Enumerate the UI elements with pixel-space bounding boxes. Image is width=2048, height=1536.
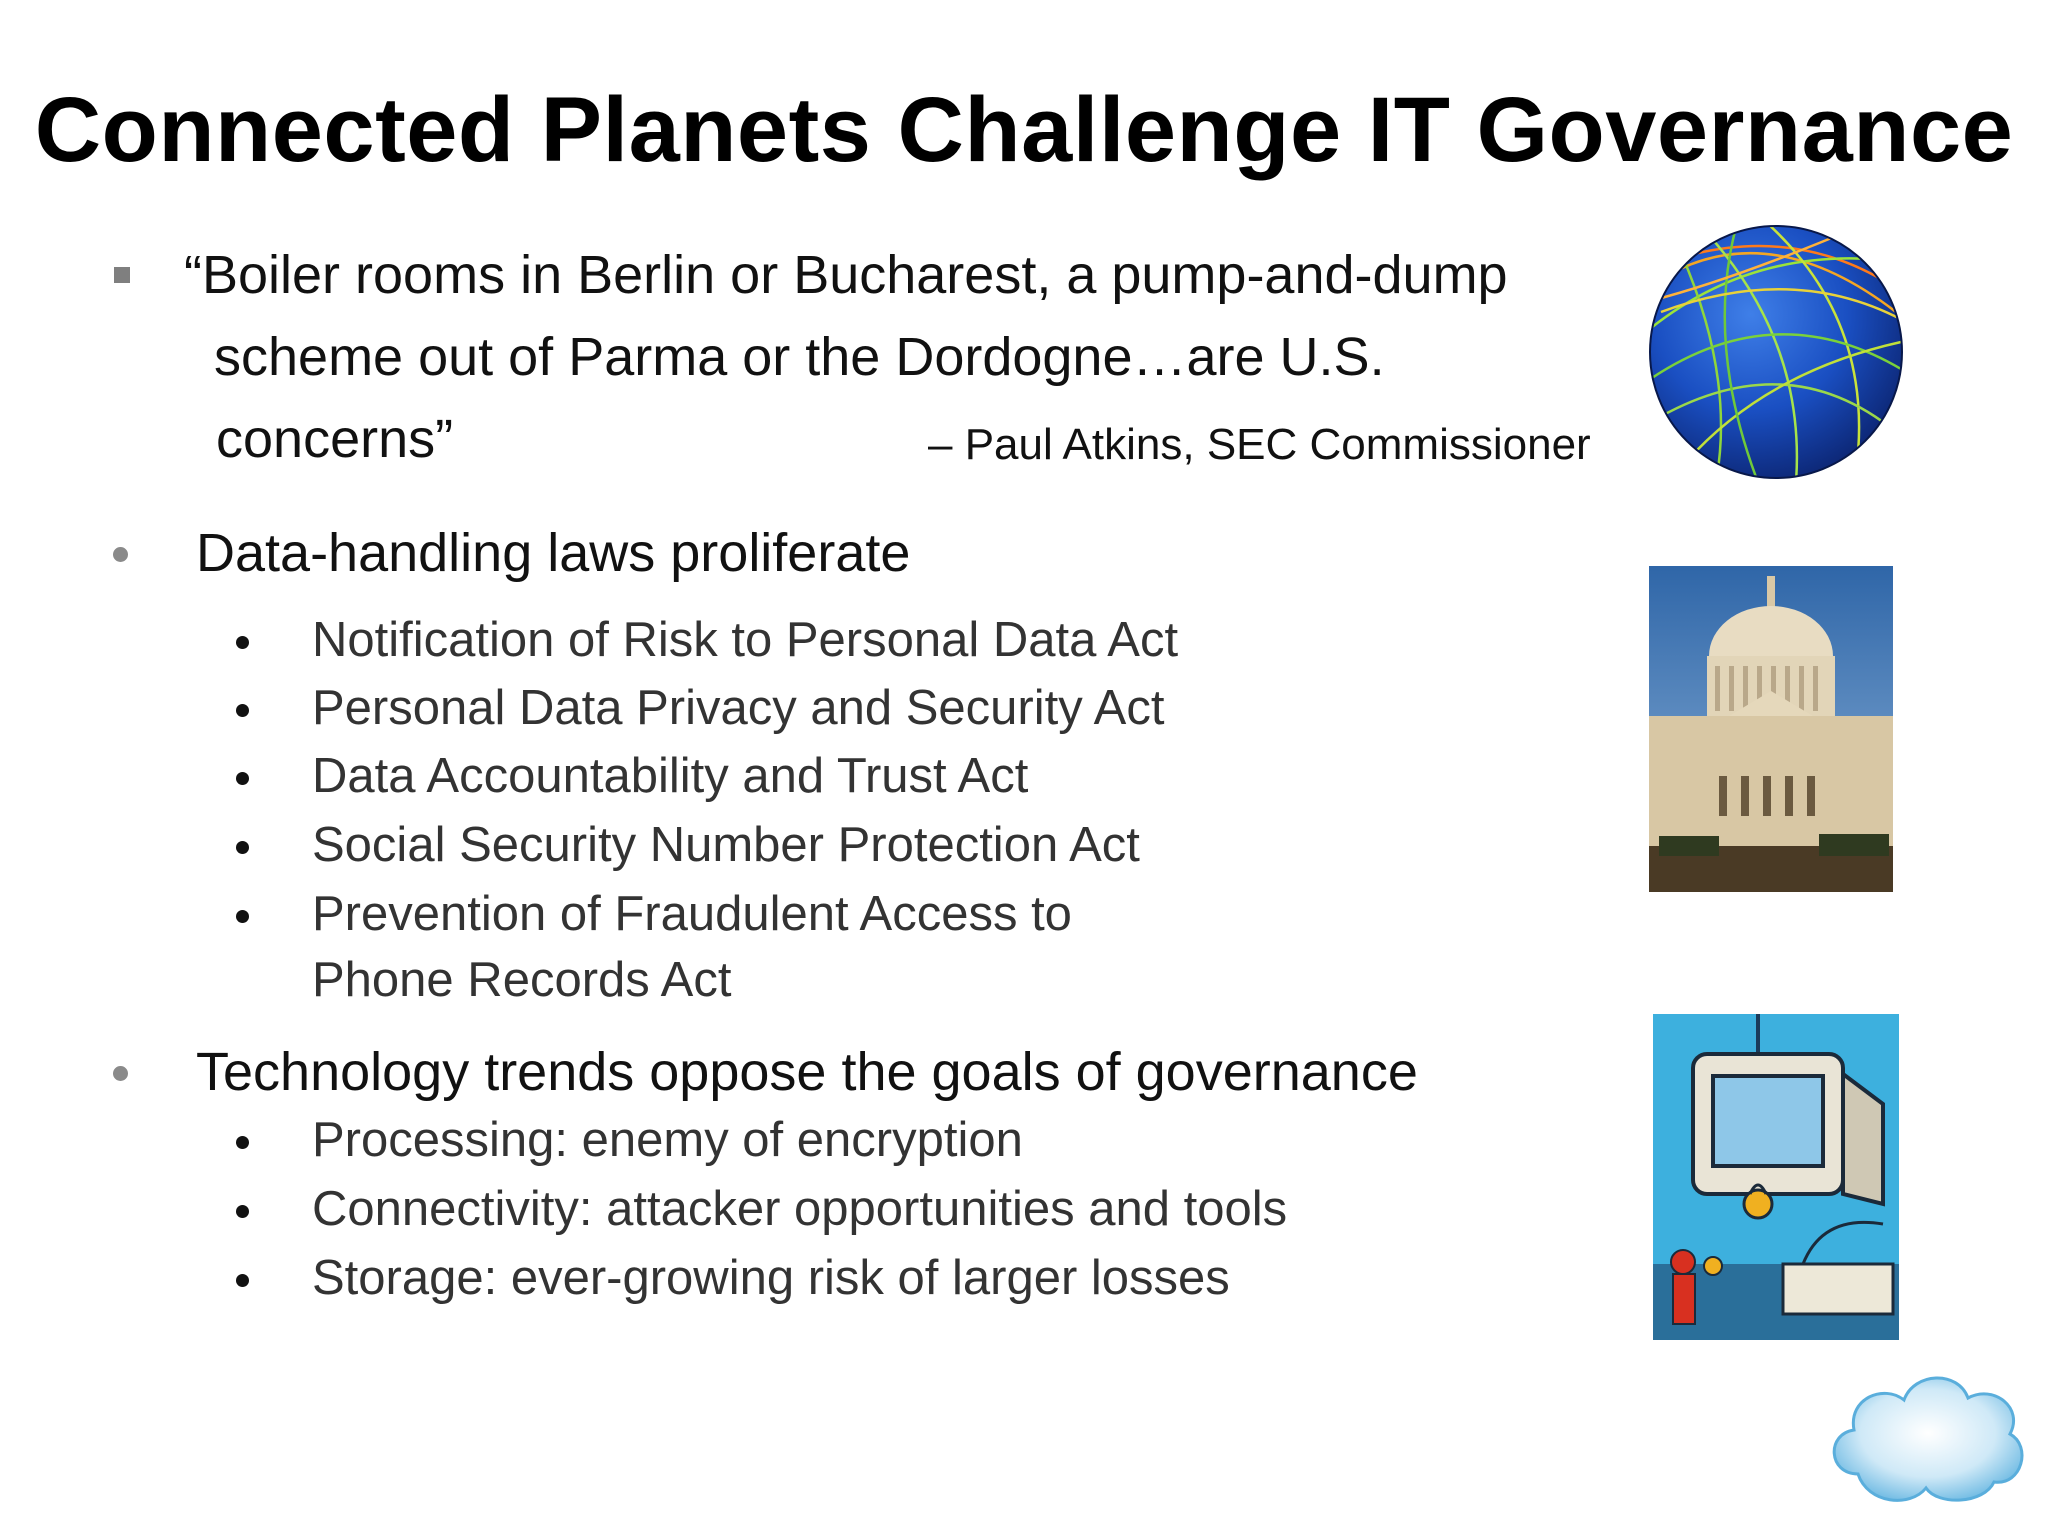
list-item: Processing: enemy of encryption <box>312 1113 1023 1167</box>
globe-network-icon <box>1646 222 1906 482</box>
list-item: Storage: ever-growing risk of larger losses <box>312 1251 1230 1305</box>
bullet-dot-icon <box>236 772 249 785</box>
bullet-dot-icon <box>236 1274 249 1287</box>
bullet-dot-icon <box>113 1066 128 1081</box>
list-item: Data Accountability and Trust Act <box>312 749 1029 803</box>
list-item: Prevention of Fraudulent Access to <box>312 887 1072 941</box>
bullet-dot-icon <box>236 910 249 923</box>
bullet-dot-icon <box>113 547 128 562</box>
slide-title: Connected Planets Challenge IT Governance <box>34 79 2014 181</box>
bullet-dot-icon <box>236 704 249 717</box>
locked-computer-illustration <box>1653 1014 1899 1340</box>
list-item: Personal Data Privacy and Security Act <box>312 681 1165 735</box>
bullet-dot-icon <box>236 636 249 649</box>
bullet-dot-icon <box>236 1136 249 1149</box>
bullet-dot-icon <box>236 1205 249 1218</box>
section-heading-technology: Technology trends oppose the goals of governance <box>196 1042 1418 1102</box>
quote-line-1: “Boiler rooms in Berlin or Bucharest, a pump-and-dump <box>184 245 1508 305</box>
list-item: Social Security Number Protection Act <box>312 818 1140 872</box>
list-item: Connectivity: attacker opportunities and tools <box>312 1182 1288 1236</box>
square-bullet-icon <box>114 267 130 283</box>
capitol-building-photo <box>1649 566 1893 892</box>
cloud-logo-icon <box>1818 1354 2034 1514</box>
quote-line-3: concerns” <box>216 409 454 469</box>
quote-attribution: – Paul Atkins, SEC Commissioner <box>928 420 1591 469</box>
bullet-dot-icon <box>236 841 249 854</box>
quote-line-2: scheme out of Parma or the Dordogne…are U.S. <box>214 327 1385 387</box>
section-heading-laws: Data-handling laws proliferate <box>196 523 911 583</box>
list-item: Notification of Risk to Personal Data Act <box>312 613 1179 667</box>
list-item: Phone Records Act <box>312 953 732 1007</box>
